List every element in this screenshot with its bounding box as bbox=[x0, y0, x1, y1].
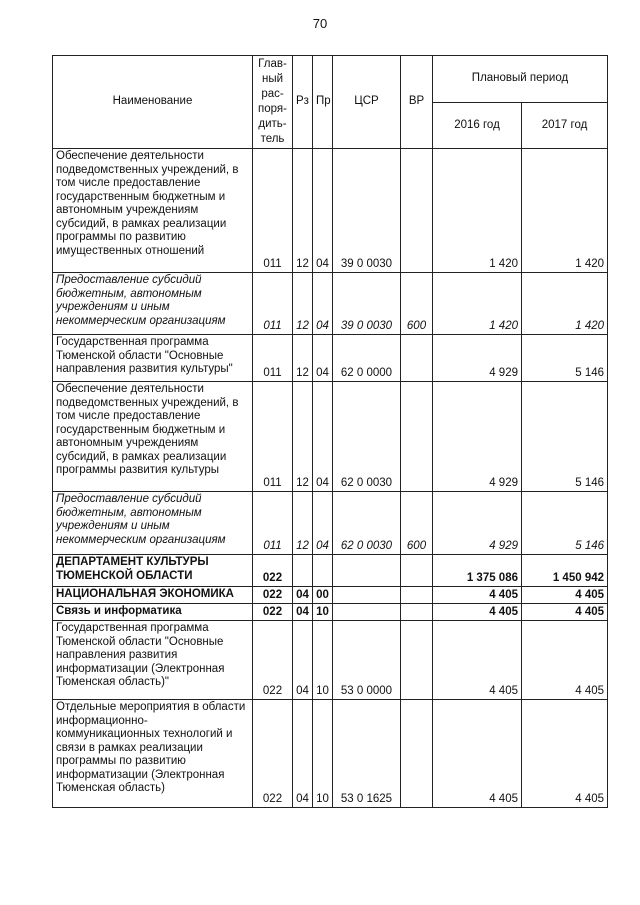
cell-2016: 4 405 bbox=[433, 700, 522, 808]
cell-glav: 011 bbox=[253, 273, 293, 335]
cell-rz: 04 bbox=[293, 587, 313, 604]
table-row bbox=[53, 700, 608, 808]
header-2016: 2016 год bbox=[433, 102, 522, 149]
table-row bbox=[53, 149, 608, 273]
cell-2016: 4 929 bbox=[433, 335, 522, 382]
cell-vr bbox=[401, 587, 433, 604]
cell-name: Предоставление субсидий бюджетным, автономным учреждениям и иным некоммерческим организациям bbox=[53, 273, 253, 335]
header-planned-period: Плановый период bbox=[433, 56, 608, 103]
table-row bbox=[53, 335, 608, 382]
table-row bbox=[53, 587, 608, 604]
cell-vr bbox=[401, 604, 433, 621]
cell-csr bbox=[333, 604, 401, 621]
cell-pr: 00 bbox=[313, 587, 333, 604]
cell-csr: 62 0 0030 bbox=[333, 382, 401, 492]
cell-2016: 1 375 086 bbox=[433, 555, 522, 587]
cell-rz: 04 bbox=[293, 700, 313, 808]
cell-name: Связь и информатика bbox=[53, 604, 253, 621]
cell-pr: 04 bbox=[313, 149, 333, 273]
cell-2017: 1 420 bbox=[522, 149, 608, 273]
cell-2016: 1 420 bbox=[433, 273, 522, 335]
cell-pr: 10 bbox=[313, 700, 333, 808]
cell-rz: 04 bbox=[293, 604, 313, 621]
cell-rz: 12 bbox=[293, 382, 313, 492]
cell-pr: 10 bbox=[313, 604, 333, 621]
cell-2016: 4 929 bbox=[433, 492, 522, 555]
cell-glav: 022 bbox=[253, 700, 293, 808]
cell-rz: 12 bbox=[293, 335, 313, 382]
header-vr: ВР bbox=[401, 56, 433, 149]
cell-vr bbox=[401, 700, 433, 808]
header-csr: ЦСР bbox=[333, 56, 401, 149]
cell-2017: 4 405 bbox=[522, 587, 608, 604]
cell-pr: 04 bbox=[313, 335, 333, 382]
cell-pr: 04 bbox=[313, 492, 333, 555]
cell-vr: 600 bbox=[401, 273, 433, 335]
cell-2017: 5 146 bbox=[522, 335, 608, 382]
header-glav-part: Глав- bbox=[258, 58, 287, 70]
cell-csr: 62 0 0000 bbox=[333, 335, 401, 382]
cell-rz: 12 bbox=[293, 492, 313, 555]
cell-glav: 011 bbox=[253, 382, 293, 492]
cell-2016: 4 405 bbox=[433, 587, 522, 604]
cell-csr bbox=[333, 555, 401, 587]
header-glav-part: тель bbox=[260, 133, 285, 145]
header-glav-part: рас- bbox=[261, 88, 284, 100]
cell-2017: 4 405 bbox=[522, 700, 608, 808]
cell-glav: 011 bbox=[253, 492, 293, 555]
cell-name: НАЦИОНАЛЬНАЯ ЭКОНОМИКА bbox=[53, 587, 253, 604]
cell-csr bbox=[333, 587, 401, 604]
cell-glav: 011 bbox=[253, 335, 293, 382]
table-row bbox=[53, 621, 608, 700]
header-glav bbox=[253, 56, 293, 149]
cell-glav: 022 bbox=[253, 555, 293, 587]
cell-2017: 4 405 bbox=[522, 604, 608, 621]
cell-pr: 10 bbox=[313, 621, 333, 700]
cell-2016: 4 929 bbox=[433, 382, 522, 492]
cell-csr: 53 0 0000 bbox=[333, 621, 401, 700]
cell-2016: 4 405 bbox=[433, 604, 522, 621]
cell-csr: 39 0 0030 bbox=[333, 149, 401, 273]
cell-name: Обеспечение деятельности подведомственных учреждений, в том числе предоставление государственным бюджетным и автономным учреждениям субсидий, в рамках реализации программы развития культуры bbox=[53, 382, 253, 492]
table-row bbox=[53, 382, 608, 492]
cell-vr bbox=[401, 555, 433, 587]
cell-2016: 4 405 bbox=[433, 621, 522, 700]
header-glav-part: поря- bbox=[258, 103, 287, 115]
cell-pr: 04 bbox=[313, 273, 333, 335]
table-row bbox=[53, 492, 608, 555]
cell-glav: 022 bbox=[253, 604, 293, 621]
cell-rz bbox=[293, 555, 313, 587]
cell-2017: 5 146 bbox=[522, 492, 608, 555]
cell-name: Отдельные мероприятия в области информационно-коммуникационных технологий и связи в рамках реализации программы по развитию информатизации (Электронная Тюменская область) bbox=[53, 700, 253, 808]
cell-pr: 04 bbox=[313, 382, 333, 492]
cell-2017: 4 405 bbox=[522, 621, 608, 700]
cell-name: Государственная программа Тюменской области "Основные направления развития информатизации (Электронная Тюменская область)" bbox=[53, 621, 253, 700]
header-glav-part: дить- bbox=[258, 118, 287, 130]
header-2017: 2017 год bbox=[522, 102, 608, 149]
cell-name: Предоставление субсидий бюджетным, автономным учреждениям и иным некоммерческим организациям bbox=[53, 492, 253, 555]
cell-csr: 53 0 1625 bbox=[333, 700, 401, 808]
page-number: 70 bbox=[312, 16, 328, 31]
cell-glav: 011 bbox=[253, 149, 293, 273]
cell-2017: 1 420 bbox=[522, 273, 608, 335]
cell-vr: 600 bbox=[401, 492, 433, 555]
cell-2017: 5 146 bbox=[522, 382, 608, 492]
cell-glav: 022 bbox=[253, 587, 293, 604]
cell-name: Государственная программа Тюменской области "Основные направления развития культуры" bbox=[53, 335, 253, 382]
budget-table bbox=[52, 55, 608, 808]
cell-vr bbox=[401, 382, 433, 492]
cell-rz: 04 bbox=[293, 621, 313, 700]
cell-glav: 022 bbox=[253, 621, 293, 700]
cell-rz: 12 bbox=[293, 273, 313, 335]
cell-vr bbox=[401, 335, 433, 382]
cell-vr bbox=[401, 621, 433, 700]
cell-2017: 1 450 942 bbox=[522, 555, 608, 587]
cell-csr: 39 0 0030 bbox=[333, 273, 401, 335]
cell-2016: 1 420 bbox=[433, 149, 522, 273]
cell-csr: 62 0 0030 bbox=[333, 492, 401, 555]
header-glav-part: ный bbox=[261, 73, 284, 85]
table-row bbox=[53, 604, 608, 621]
header-pr: Пр bbox=[313, 56, 333, 149]
cell-rz: 12 bbox=[293, 149, 313, 273]
cell-vr bbox=[401, 149, 433, 273]
cell-name: Обеспечение деятельности подведомственных учреждений, в том числе предоставление государственным бюджетным и автономным учреждениям субсидий, в рамках реализации программы по развитию имущественных отношений bbox=[53, 149, 253, 273]
cell-name: ДЕПАРТАМЕНТ КУЛЬТУРЫ ТЮМЕНСКОЙ ОБЛАСТИ bbox=[53, 555, 253, 587]
header-name: Наименование bbox=[53, 56, 253, 149]
header-rz: Рз bbox=[293, 56, 313, 149]
cell-pr bbox=[313, 555, 333, 587]
table-row bbox=[53, 555, 608, 587]
table-row bbox=[53, 273, 608, 335]
